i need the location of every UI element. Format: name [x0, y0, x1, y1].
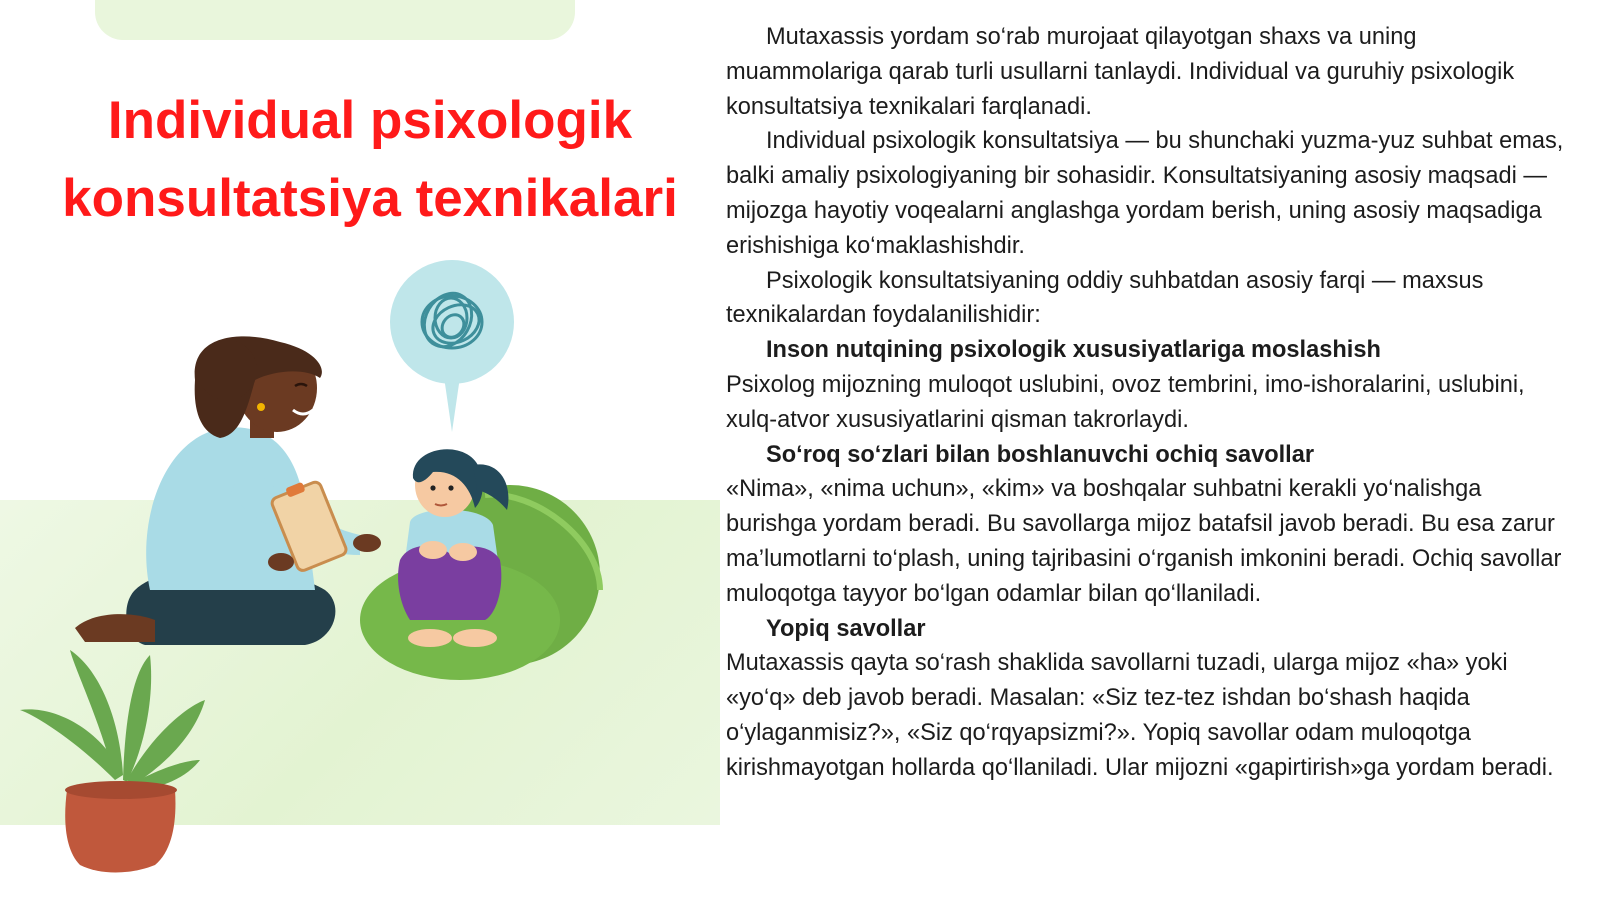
paragraph-open-questions: «Nima», «nima uchun», «kim» va boshqalar suhbatni kerakli yo‘nalishga burishga yordam beradi. Bu savollarga mijoz batafsil javob beradi. Bu esa zarur ma’lumotlarni to‘plash, uning tajribasini o‘rganish imkonini beradi. Ochiq savollar muloqotga tayyor bo‘lgan odamlar bilan qo‘llaniladi.	[726, 476, 1562, 607]
paragraph-intro: Mutaxassis yordam so‘rab murojaat qilayotgan shaxs va uning muammolariga qarab turli usullarni tanlaydi. Individual va guruhiy psixologik konsultatsiya texnikalari farqlanadi.	[726, 24, 1515, 120]
slide-title-line-1: Individual psixologik	[107, 91, 633, 150]
psychologist-figure	[75, 336, 381, 645]
thought-bubble-icon	[390, 260, 514, 432]
slide-title	[40, 82, 700, 238]
slide-title-line-2: konsultatsiya texnikalari	[62, 169, 678, 228]
paragraph-definition: Individual psixologik konsultatsiya — bu shunchaki yuzma-yuz suhbat emas, balki amaliy psixologiyaning bir sohasidir. Konsultatsiyaning asosiy maqsadi — mijozga hayotiy voqealarni anglashga yordam berish, uning asosiy maqsadiga erishishiga ko‘maklashishdir.	[726, 128, 1564, 259]
subheading-closed-questions: Yopiq savollar	[766, 615, 926, 642]
paragraph-closed-questions: Mutaxassis qayta so‘rash shaklida savollarni tuzadi, ularga mijoz «ha» yoki «yo‘q» deb javob beradi. Masalan: «Siz tez-tez ishdan bo‘shash haqida o‘ylaganmisiz?», «Siz qo‘rqyapsizmi?». Yopiq savollar odam muloqotga kirishmayotgan hollarda qo‘llaniladi. Ular mijozni «gapirtirish»ga yordam beradi.	[726, 650, 1554, 781]
paragraph-difference: Psixologik konsultatsiyaning oddiy suhbatdan asosiy farqi — maxsus texnikalardan foydalanilishidir:	[726, 267, 1484, 329]
top-decorative-shape	[95, 0, 575, 40]
paragraph-speech-adaptation: Psixolog mijozning muloqot uslubini, ovoz tembrini, imo-ishoralarini, uslubini, xulq-atvor xususiyatlarini qisman takrorlaydi.	[726, 371, 1525, 433]
subheading-speech-adaptation: Inson nutqining psixologik xususiyatlariga moslashish	[766, 337, 1381, 364]
body-text-column	[726, 20, 1576, 786]
potted-plant-icon	[20, 650, 205, 873]
counseling-illustration	[15, 260, 655, 890]
subheading-open-questions: So‘roq so‘zlari bilan boshlanuvchi ochiq savollar	[766, 441, 1315, 468]
